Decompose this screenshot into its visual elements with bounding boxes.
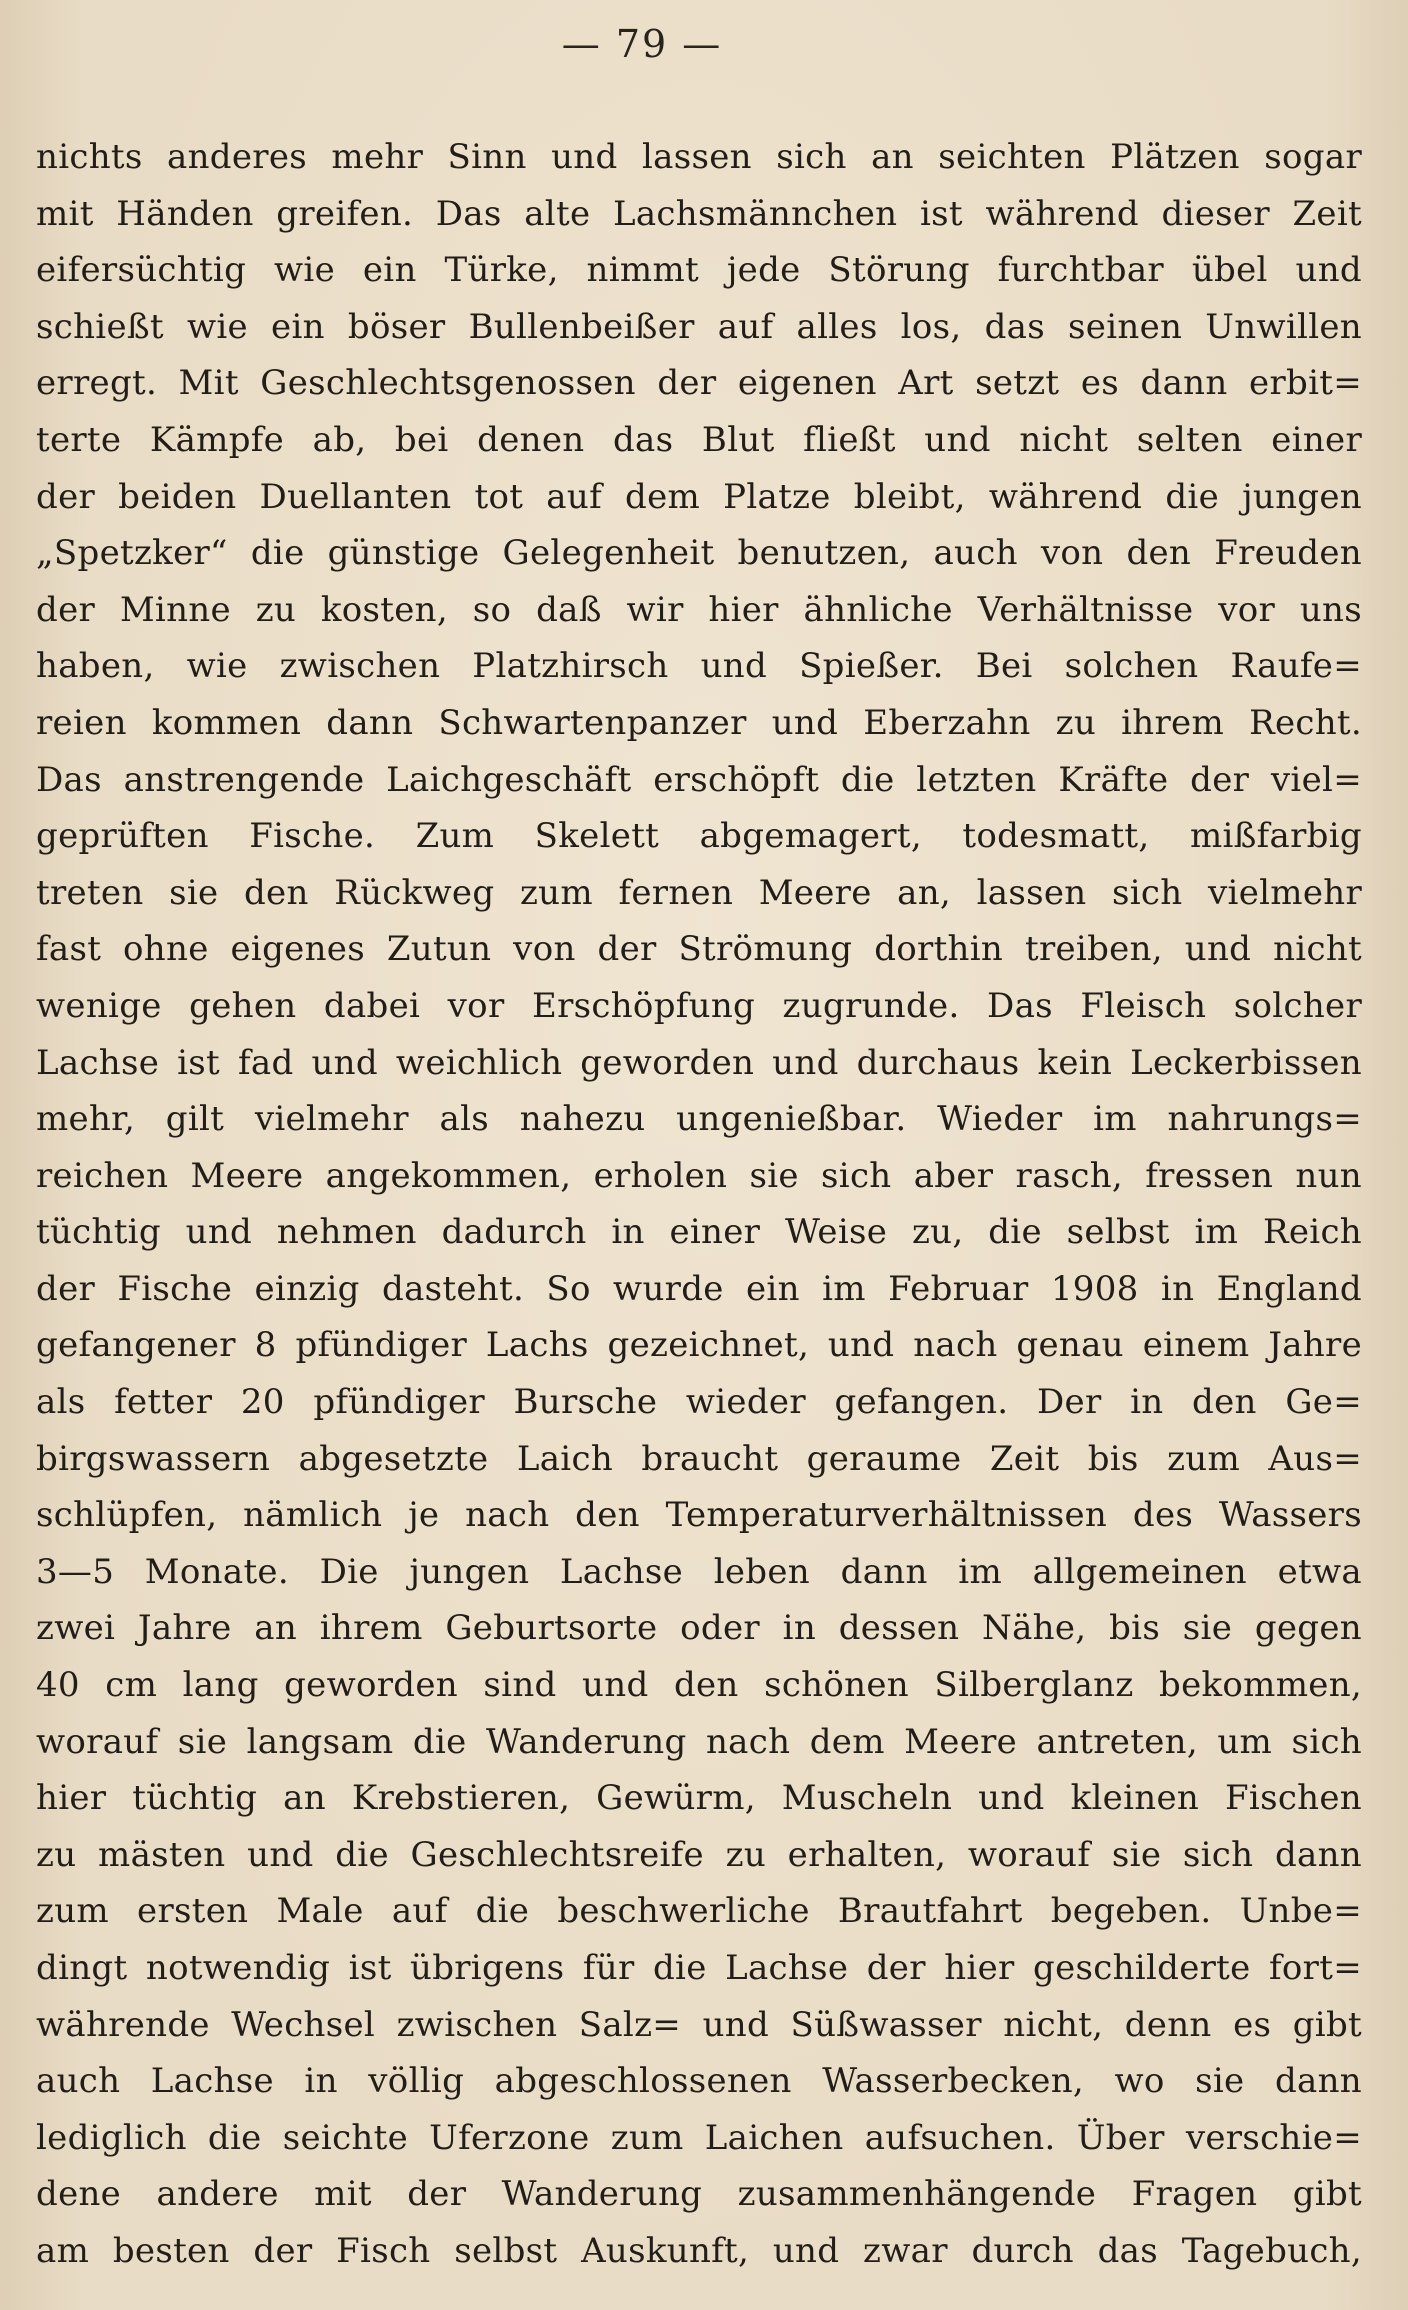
text-line: treten sie den Rückweg zum fernen Meere an, lassen sich vielmehr [36, 872, 1362, 913]
text-line: tüchtig und nehmen dadurch in einer Weise zu, die selbst im Reich [36, 1212, 1362, 1253]
text-line: reichen Meere angekommen, erholen sie sich aber rasch, fressen nun [36, 1155, 1362, 1196]
text-line: lediglich die seichte Uferzone zum Laichen aufsuchen. Über verschie= [36, 2117, 1362, 2158]
text-line: hier tüchtig an Krebstieren, Gewürm, Muscheln und kleinen Fischen [36, 1778, 1362, 1819]
text-line: dingt notwendig ist übrigens für die Lachse der hier geschilderte fort= [36, 1948, 1362, 1988]
text-line: wenige gehen dabei vor Erschöpfung zugrunde. Das Fleisch solcher [36, 985, 1362, 1026]
text-line: 3—5 Monate. Die jungen Lachse leben dann im allgemeinen etwa [36, 1551, 1362, 1592]
text-line: zu mästen und die Geschlechtsreife zu erhalten, worauf sie sich dann [36, 1834, 1362, 1875]
text-line: eifersüchtig wie ein Türke, nimmt jede Störung furchtbar übel und [36, 250, 1362, 291]
text-line: gefangener 8 pfündiger Lachs gezeichnet, und nach genau einem Jahre [36, 1325, 1362, 1366]
text-line: zum ersten Male auf die beschwerliche Brautfahrt begeben. Unbe= [36, 1891, 1362, 1932]
text-line: als fetter 20 pfündiger Bursche wieder gefangen. Der in den Ge= [36, 1382, 1362, 1423]
text-line: fast ohne eigenes Zutun von der Strömung dorthin treiben, und nicht [36, 929, 1362, 970]
text-line: birgswassern abgesetzte Laich braucht geraume Zeit bis zum Aus= [36, 1438, 1362, 1479]
text-line: auch Lachse in völlig abgeschlossenen Wasserbecken, wo sie dann [36, 2061, 1362, 2102]
page-number: — 79 — [561, 22, 723, 66]
text-line: reien kommen dann Schwartenpanzer und Eberzahn zu ihrem Recht. [36, 702, 1362, 743]
text-line: „Spetzker“ die günstige Gelegenheit benutzen, auch von den Freuden [36, 533, 1362, 574]
text-line: zwei Jahre an ihrem Geburtsorte oder in dessen Nähe, bis sie gegen [36, 1608, 1362, 1649]
text-line: der beiden Duellanten tot auf dem Platze bleibt, während die jungen [36, 476, 1362, 517]
text-line: schlüpfen, nämlich je nach den Temperaturverhältnissen des Wassers [36, 1495, 1362, 1536]
text-line: terte Kämpfe ab, bei denen das Blut fließt und nicht selten einer [36, 419, 1362, 460]
text-line: Das anstrengende Laichgeschäft erschöpft die letzten Kräfte der viel= [36, 759, 1362, 800]
text-line: geprüften Fische. Zum Skelett abgemagert, todesmatt, mißfarbig [36, 816, 1362, 857]
text-line: mehr, gilt vielmehr als nahezu ungenießbar. Wieder im nahrungs= [36, 1099, 1362, 1140]
text-line: dene andere mit der Wanderung zusammenhängende Fragen gibt [36, 2174, 1362, 2215]
text-line: 40 cm lang geworden sind und den schönen Silberglanz bekommen, [36, 1665, 1362, 1706]
text-line: nichts anderes mehr Sinn und lassen sich an seichten Plätzen sogar [36, 137, 1362, 177]
text-line: Lachse ist fad und weichlich geworden und durchaus kein Leckerbissen [36, 1042, 1362, 1083]
text-line: währende Wechsel zwischen Salz= und Süßwasser nicht, denn es gibt [36, 2004, 1362, 2045]
text-line: der Minne zu kosten, so daß wir hier ähnliche Verhältnisse vor uns [36, 589, 1362, 630]
text-line: haben, wie zwischen Platzhirsch und Spießer. Bei solchen Raufe= [36, 646, 1362, 687]
text-line: der Fische einzig dasteht. So wurde ein im Februar 1908 in England [36, 1268, 1362, 1309]
text-line: worauf sie langsam die Wanderung nach dem Meere antreten, um sich [36, 1721, 1362, 1762]
text-line: am besten der Fisch selbst Auskunft, und zwar durch das Tagebuch, [36, 2230, 1362, 2271]
text-line: schießt wie ein böser Bullenbeißer auf alles los, das seinen Unwillen [36, 306, 1362, 347]
body-text [36, 129, 1362, 2280]
text-line: erregt. Mit Geschlechtsgenossen der eigenen Art setzt es dann erbit= [36, 363, 1362, 404]
text-line: mit Händen greifen. Das alte Lachsmännchen ist während dieser Zeit [36, 193, 1362, 234]
